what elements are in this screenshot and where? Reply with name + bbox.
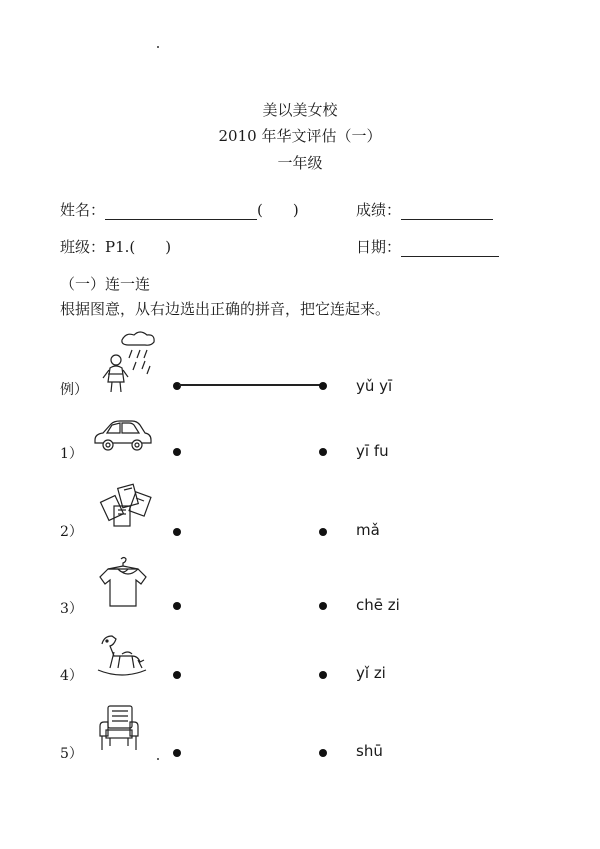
- pinyin-option: shū: [356, 742, 383, 760]
- left-dot[interactable]: [173, 671, 181, 679]
- right-dot[interactable]: [319, 749, 327, 757]
- right-dot[interactable]: [319, 528, 327, 536]
- pinyin-option: yī fu: [356, 442, 389, 460]
- date-field[interactable]: [356, 236, 499, 257]
- left-dot[interactable]: [173, 602, 181, 610]
- example-row: [0, 330, 600, 400]
- date-label: 日期：: [356, 238, 402, 256]
- item-row: [0, 555, 600, 620]
- right-dot[interactable]: [319, 382, 327, 390]
- name-label: 姓名：: [60, 201, 106, 219]
- item-row: [0, 630, 600, 690]
- left-dot[interactable]: [173, 749, 181, 757]
- item-label: 5）: [60, 746, 83, 762]
- score-label: 成绩：: [356, 201, 402, 219]
- left-dot[interactable]: [173, 448, 181, 456]
- name-blank[interactable]: [105, 205, 257, 220]
- name-field[interactable]: [60, 199, 299, 220]
- class-label: 班级：P1.( ): [60, 238, 172, 256]
- section-title: （一）连一连: [60, 275, 151, 293]
- item-row: [0, 700, 600, 770]
- pinyin-option: chē zi: [356, 596, 400, 614]
- armchair-icon: [96, 702, 142, 754]
- score-blank[interactable]: [401, 205, 493, 220]
- right-dot[interactable]: [319, 602, 327, 610]
- books-icon: [92, 480, 152, 532]
- item-label: 3）: [60, 601, 83, 617]
- example-connecting-line: [179, 384, 321, 386]
- section-instruction: 根据图意，从右边选出正确的拼音，把它连起来。: [60, 300, 391, 318]
- item-label: 例）: [60, 382, 88, 398]
- pinyin-option: yǔ yī: [356, 377, 393, 395]
- pinyin-option: mǎ: [356, 521, 380, 539]
- exam-title: 2010 年华文评估（一）: [218, 127, 382, 145]
- rain-person-icon: [92, 330, 158, 396]
- item-label: 2）: [60, 524, 83, 540]
- score-field[interactable]: [356, 199, 493, 220]
- shirt-icon: [98, 555, 148, 613]
- rocking-horse-icon: [94, 632, 150, 680]
- item-label: 1）: [60, 446, 83, 462]
- item-row: [0, 412, 600, 472]
- right-dot[interactable]: [319, 671, 327, 679]
- left-dot[interactable]: [173, 528, 181, 536]
- date-blank[interactable]: [401, 242, 499, 257]
- pinyin-option: yǐ zi: [356, 664, 386, 682]
- car-icon: [92, 416, 152, 456]
- class-field[interactable]: [60, 236, 171, 257]
- speck: [157, 46, 159, 48]
- grade-label: 一年级: [277, 154, 323, 172]
- right-dot[interactable]: [319, 448, 327, 456]
- school-name: 美以美女校: [262, 101, 338, 119]
- item-row: [0, 480, 600, 550]
- item-label: 4）: [60, 668, 83, 684]
- name-paren: ( ): [257, 201, 299, 219]
